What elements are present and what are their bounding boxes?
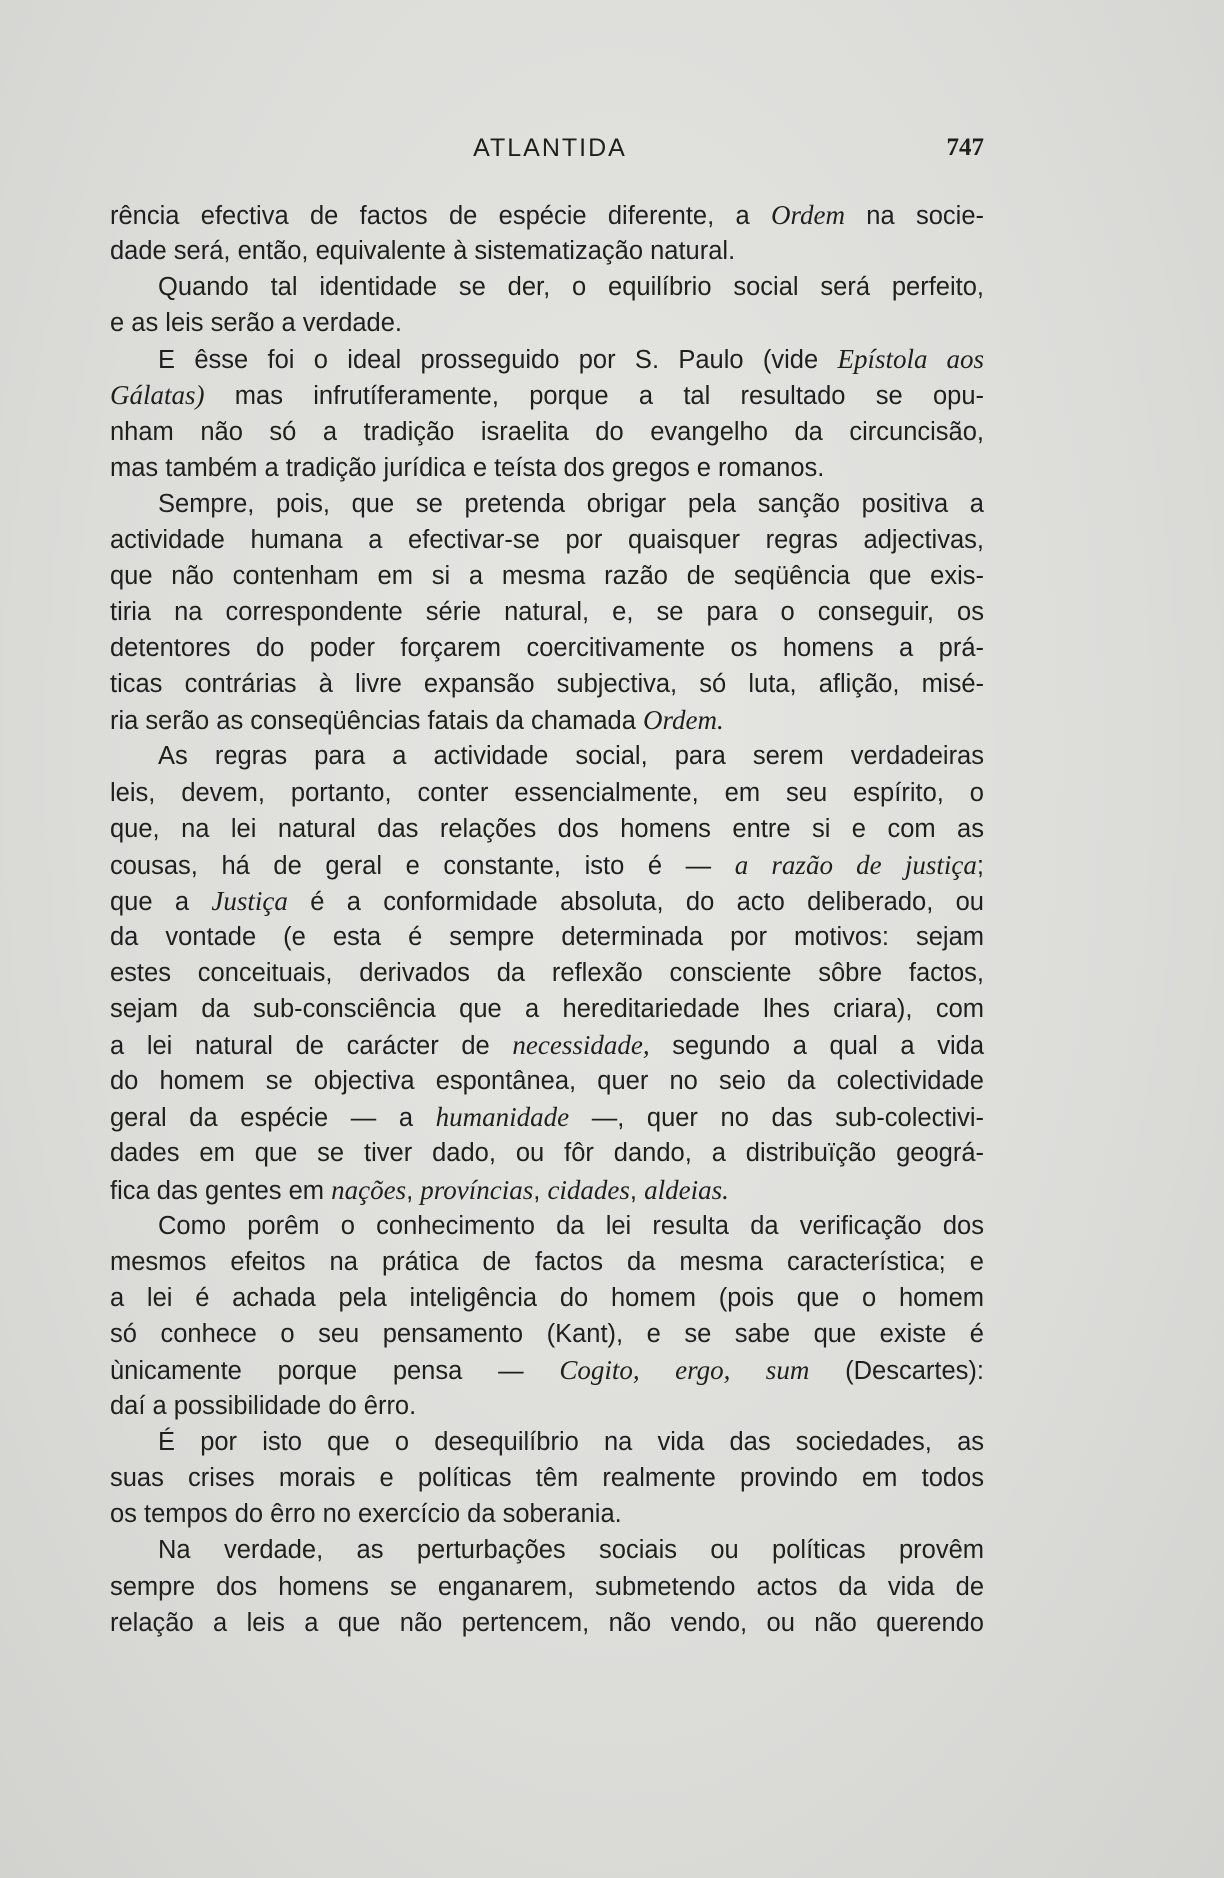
running-head [110, 132, 990, 168]
text-line: Gálatas) mas infrutíferamente, porque a tal resultado se opu- [110, 380, 984, 411]
text-line: actividade humana a efectivar-se por quaisquer regras adjectivas, [110, 525, 984, 554]
italic-term: Ordem [770, 200, 845, 230]
italic-term: Ordem. [643, 705, 724, 736]
italic-term: nações [331, 1174, 407, 1205]
text-line: mesmos efeitos na prática de factos da mesma característica; e [110, 1247, 984, 1276]
text-line: Na verdade, as perturbações sociais ou políticas provêm [158, 1536, 984, 1565]
italic-term: Justiça [211, 885, 288, 916]
text-line: a lei é achada pela inteligência do homem (pois que o homem [110, 1283, 984, 1312]
italic-term: necessidade, [512, 1030, 650, 1061]
text-line: ùnicamente porque pensa — Cogito, ergo, sum (Descartes): [110, 1355, 984, 1385]
text-line: os tempos do êrro no exercício da soberania. [110, 1500, 622, 1529]
text-line: dades em que se tiver dado, ou fôr dando, a distribuïção geográ- [110, 1139, 984, 1168]
page-number: 747 [946, 134, 984, 161]
text-line: fica das gentes em nações, províncias, cidades, aldeias. [110, 1174, 729, 1205]
text-line: relação a leis a que não pertencem, não vendo, ou não querendo [110, 1608, 984, 1637]
text-line: só conhece o seu pensamento (Kant), e se sabe que existe é [110, 1319, 984, 1348]
text-line: nham não só a tradição israelita do evangelho da circuncisão, [110, 417, 984, 446]
text-line: Sempre, pois, que se pretenda obrigar pela sanção positiva a [158, 489, 984, 518]
text-line: mas também a tradição jurídica e teísta dos gregos e romanos. [110, 453, 825, 482]
text-line: As regras para a actividade social, para serem verdadeiras [158, 742, 984, 771]
text-line: que, na lei natural das relações dos homens entre si e com as [110, 814, 984, 843]
italic-term: Epístola aos [837, 344, 985, 375]
text-line: ticas contrárias à livre expansão subjectiva, só luta, aflição, misé- [110, 670, 984, 699]
text-line: É por isto que o desequilíbrio na vida das sociedades, as [158, 1428, 984, 1457]
italic-term: cidades [547, 1174, 630, 1205]
text-line: detentores do poder forçarem coercitivamente os homens a prá- [110, 634, 984, 663]
text-line: suas crises morais e políticas têm realmente provindo em todos [110, 1464, 984, 1493]
text-line: rência efectiva de factos de espécie diferente, a Ordem na socie- [110, 200, 984, 230]
text-line: sempre dos homens se enganarem, submetendo actos da vida de [110, 1572, 984, 1601]
text-line: que não contenham em si a mesma razão de seqüência que exis- [110, 561, 984, 590]
italic-term: Cogito, ergo, sum [559, 1355, 810, 1385]
text-line: da vontade (e esta é sempre determinada por motivos: sejam [110, 922, 984, 951]
italic-term: aldeias. [644, 1174, 729, 1205]
text-line: ria serão as conseqüências fatais da chamada Ordem. [110, 705, 724, 736]
text-line: Como porêm o conhecimento da lei resulta da verificação dos [158, 1211, 984, 1240]
italic-term: Gálatas) [110, 380, 205, 411]
text-line: leis, devem, portanto, conter essencialmente, em seu espírito, o [110, 778, 984, 807]
italic-term: humanidade [435, 1102, 570, 1133]
text-line: geral da espécie — a humanidade —, quer no das sub-colectivi- [110, 1102, 984, 1133]
text-line: a lei natural de carácter de necessidade, segundo a qual a vida [110, 1030, 984, 1061]
text-line: E êsse foi o ideal prosseguido por S. Paulo (vide Epístola aos [158, 344, 985, 375]
italic-term: províncias [420, 1174, 534, 1205]
text-line: do homem se objectiva espontânea, quer no seio da colectividade [110, 1067, 984, 1096]
text-line: estes conceituais, derivados da reflexão consciente sôbre factos, [110, 958, 984, 987]
text-line: que a Justiça é a conformidade absoluta, do acto deliberado, ou [110, 885, 984, 916]
text-line: tiria na correspondente série natural, e, se para o conseguir, os [110, 598, 984, 627]
text-line: Quando tal identidade se der, o equilíbrio social será perfeito, [158, 273, 984, 302]
body-text [110, 197, 984, 1641]
text-line: e as leis serão a verdade. [110, 309, 403, 338]
running-title: ATLANTIDA [473, 134, 627, 162]
text-line: sejam da sub-consciência que a hereditariedade lhes criara), com [110, 995, 984, 1024]
text-line: cousas, há de geral e constante, isto é — a razão de justiça; [110, 849, 984, 880]
text-line: daí a possibilidade do êrro. [110, 1392, 417, 1421]
italic-term: a razão de justiça [734, 849, 977, 880]
text-line: dade será, então, equivalente à sistematização natural. [110, 237, 736, 266]
